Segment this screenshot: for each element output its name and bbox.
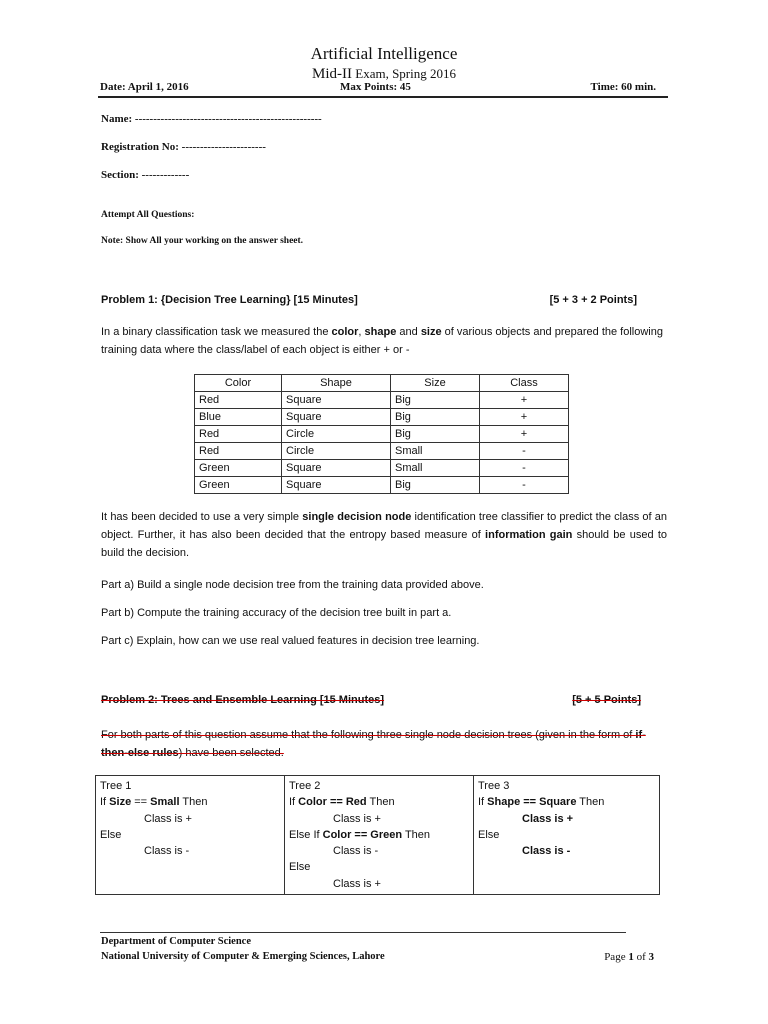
intro-text: ) have been selected. <box>178 747 284 759</box>
if-then-else-term: if-then-else rules <box>101 729 646 759</box>
table-cell: Square <box>282 460 391 477</box>
tree1-rule-else: Else <box>100 828 122 841</box>
section-field[interactable]: Section: ------------- <box>101 169 190 181</box>
rule-feature: Size <box>109 796 132 809</box>
table-cell: Big <box>391 426 480 443</box>
footer-university: National University of Computer & Emerging Sciences, Lahore <box>101 951 385 962</box>
page-current: 1 <box>628 951 634 963</box>
table-cell: + <box>480 392 569 409</box>
table-cell: Big <box>391 477 480 494</box>
rule-condition: Color == Green <box>322 828 403 841</box>
page-number <box>604 951 654 963</box>
table-cell: - <box>480 460 569 477</box>
problem2-intro <box>101 726 651 762</box>
column-header-size: Size <box>391 375 480 392</box>
tree2-rule-else-if-class: Class is - <box>333 845 379 858</box>
table-cell: Circle <box>282 426 391 443</box>
description-text: should be used to build the decision. <box>101 529 668 559</box>
intro-size: size <box>420 326 442 338</box>
table-cell: Square <box>282 409 391 426</box>
table-row <box>195 426 569 443</box>
table-cell: Red <box>195 426 282 443</box>
intro-text: and <box>396 326 421 338</box>
problem1-description <box>101 508 667 562</box>
tree1-rule-if <box>100 794 280 810</box>
problem1-part-c: Part c) Explain, how can we use real valued features in decision tree learning. <box>101 635 480 647</box>
tree3-title: Tree 3 <box>478 780 510 792</box>
table-cell: Big <box>391 392 480 409</box>
table-row <box>195 477 569 494</box>
column-header-shape: Shape <box>282 375 391 392</box>
name-field[interactable]: Name: --------------------------------------------------- <box>101 113 322 125</box>
attempt-note: Attempt All Questions: <box>101 210 195 220</box>
table-cell: - <box>480 443 569 460</box>
problem1-points: [5 + 3 + 2 Points] <box>549 294 637 306</box>
intro-shape: shape <box>364 326 397 338</box>
tree2-rule-then: Class is + <box>333 812 381 825</box>
table-cell: Red <box>195 392 282 409</box>
table-cell: Circle <box>282 443 391 460</box>
problem2-points: [5 + 5 Points] <box>572 694 641 706</box>
problem1-part-b: Part b) Compute the training accuracy of the decision tree built in part a. <box>101 607 452 619</box>
problem2-title: Problem 2: Trees and Ensemble Learning [15 Minutes] <box>101 694 385 706</box>
tree3-rule-else: Else <box>478 828 500 841</box>
table-cell: Green <box>195 460 282 477</box>
rule-text: Then <box>402 828 431 841</box>
table-row <box>195 460 569 477</box>
intro-text: For both parts of this question assume that the following three single node decision trees (given in the form of <box>101 729 636 741</box>
tree1-title: Tree 1 <box>100 780 132 792</box>
rule-text: Else If <box>289 828 323 841</box>
rule-text: Then <box>576 796 605 809</box>
exam-time: Time: 60 min. <box>590 81 656 93</box>
intro-text: In a binary classification task we measured the <box>101 326 332 338</box>
intro-color: color <box>331 326 359 338</box>
table-cell: Big <box>391 409 480 426</box>
rule-text: == <box>131 796 151 809</box>
column-header-color: Color <box>195 375 282 392</box>
tree1-rule-then: Class is + <box>144 812 192 825</box>
header-rule <box>98 96 668 98</box>
rule-text: If <box>289 796 299 809</box>
tree2-rule-else: Else <box>289 861 311 874</box>
description-text: identification tree classifier to predict the class of an object. Further, it has also been decided that the entropy based measure of <box>101 511 668 541</box>
problem1-heading <box>101 294 667 306</box>
table-cell: - <box>480 477 569 494</box>
table-row <box>195 409 569 426</box>
description-text: It has been decided to use a very simple <box>101 511 303 523</box>
rule-text: Then <box>366 796 395 809</box>
table-cell: + <box>480 426 569 443</box>
rule-condition: Color == Red <box>298 796 367 809</box>
problem2-heading <box>101 694 667 706</box>
rule-text: If <box>478 796 488 809</box>
footer-department: Department of Computer Science <box>101 936 251 947</box>
tree3-rule-then: Class is + <box>522 812 574 825</box>
tree2-cell <box>285 776 474 895</box>
intro-text: of various objects and prepared the following training data where the class/label of each object is either + or - <box>101 326 663 356</box>
page-of: of <box>633 951 649 963</box>
problem1-part-a: Part a) Build a single node decision tree from the training data provided above. <box>101 579 484 591</box>
exam-course-title: Artificial Intelligence <box>310 44 458 63</box>
problem1-title: Problem 1: {Decision Tree Learning} [15 Minutes] <box>101 294 358 306</box>
table-row <box>96 776 660 895</box>
problem1-intro <box>101 323 667 359</box>
tree1-rule-else-class: Class is - <box>144 845 190 858</box>
page-label: Page <box>604 951 629 963</box>
exam-date: Date: April 1, 2016 <box>100 81 189 93</box>
table-header-row <box>195 375 569 392</box>
table-cell: Blue <box>195 409 282 426</box>
rule-text: Then <box>179 796 208 809</box>
information-gain-term: information gain <box>485 529 573 541</box>
exam-max-points: Max Points: 45 <box>340 81 411 93</box>
single-decision-node-term: single decision node <box>302 511 412 523</box>
exam-subtitle-rest: Exam, Spring 2016 <box>352 66 456 81</box>
rule-text: If <box>100 796 110 809</box>
training-data-table <box>194 374 569 494</box>
rule-condition: Shape == Square <box>487 796 577 809</box>
working-note: Note: Show All your working on the answer sheet. <box>101 236 304 246</box>
tree3-rule-if <box>478 794 655 810</box>
table-cell: Square <box>282 477 391 494</box>
footer-rule <box>100 932 626 933</box>
table-cell: Square <box>282 392 391 409</box>
tree1-cell <box>96 776 285 895</box>
table-cell: Green <box>195 477 282 494</box>
column-header-class: Class <box>480 375 569 392</box>
table-row <box>195 392 569 409</box>
tree2-rule-if <box>289 794 469 810</box>
exam-subtitle-lead: Mid-II <box>312 66 352 82</box>
table-cell: Red <box>195 443 282 460</box>
tree3-cell <box>474 776 660 895</box>
table-cell: Small <box>391 460 480 477</box>
table-cell: + <box>480 409 569 426</box>
tree2-rule-else-class: Class is + <box>333 877 381 890</box>
tree2-rule-else-if <box>289 827 469 843</box>
intro-text: , <box>358 326 365 338</box>
registration-field[interactable]: Registration No: ----------------------- <box>101 141 266 153</box>
table-row <box>195 443 569 460</box>
rule-value: Small <box>150 796 180 809</box>
page-total: 3 <box>648 951 654 963</box>
tree2-title: Tree 2 <box>289 780 321 792</box>
table-cell: Small <box>391 443 480 460</box>
decision-trees-table <box>95 775 660 895</box>
tree3-rule-else-class: Class is - <box>522 845 571 858</box>
